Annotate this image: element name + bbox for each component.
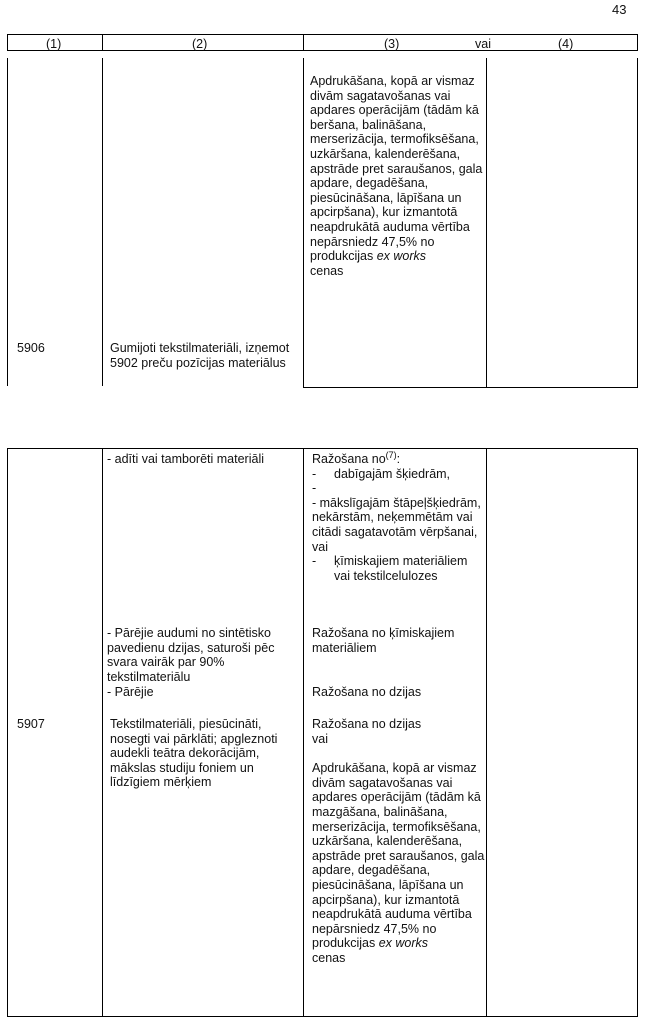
t2-r4-tail: cenas: [312, 950, 346, 965]
t2-r2-desc: - Pārējie audumi no sintētisko pavedienu dzijas, saturoši pēc svara vairāk par 90% tekstilmateriālu: [107, 626, 275, 684]
t1-col3-cell: [310, 74, 486, 278]
footnote-ref: (7): [385, 449, 397, 460]
t1-col3-text: Apdrukāšana, kopā ar vismaz divām sagatavošanas vai apdares operācijām (tādām kā beršana, balināšana, merserizācija, termofiksēšana, uzkāršana, kalenderēšana, apstrāde pret saraušanos, gala apdare, degadēšana, piesūcināšana, lāpīšana un apcirpšana), kur izmantotā neapdrukātā auduma vērtība nepārsniedz 47,5% no produkcijas: [310, 74, 483, 264]
t2-r4-rule1: Ražošana no dzijas: [312, 717, 422, 731]
t1-sep-3: [486, 58, 487, 387]
t2-r1-item2-dash: -: [312, 481, 317, 496]
header-col1: (1): [46, 37, 62, 51]
t1-col3-italic: ex works: [376, 249, 427, 264]
t1-sep-2: [303, 58, 304, 387]
t2-r1-lead: Ražošana no: [312, 452, 386, 466]
t1-row-desc: Gumijoti tekstilmateriāli, izņemot 5902 preču pozīcijas materiālus: [110, 341, 290, 370]
t2-r1-item4-dash: -: [312, 554, 317, 569]
t2-sep-3: [486, 448, 487, 1017]
t1-right-rule: [637, 58, 638, 387]
t2-r4-code: 5907: [17, 717, 45, 731]
t2-r2-rule: Ražošana no ķīmiskajiem materiāliem: [312, 626, 455, 655]
t2-r1-lead-line: [312, 449, 484, 467]
page-number: 43: [612, 2, 627, 17]
t2-r1-rule: [312, 449, 484, 583]
t2-r1-item3: - mākslīgajām štāpeļšķiedrām, nekārstām, neķemmētām vai citādi sagatavotām vērpšanai,: [312, 495, 481, 539]
t2-r4-text-block: [312, 761, 486, 965]
t2-r1-or: vai: [312, 539, 328, 554]
header-col2: (2): [192, 37, 208, 51]
t2-r3-desc: - Pārējie: [107, 685, 154, 699]
t2-r1-item1-text: dabīgajām šķiedrām,: [334, 466, 451, 481]
header-left-rule: [7, 34, 8, 51]
t2-r4-rule: [312, 717, 486, 966]
t2-sep-2: [303, 448, 304, 1017]
header-sep-1: [102, 34, 103, 51]
t2-left-rule: [7, 448, 8, 1017]
t2-sep-1: [102, 448, 103, 1017]
t2-r1-lead-end: :: [396, 452, 401, 466]
t2-r3-rule: Ražošana no dzijas: [312, 685, 422, 699]
t2-r4-or: vai: [312, 731, 328, 746]
t2-r4-spacer: [312, 746, 486, 761]
header-right-rule: [637, 34, 638, 51]
t2-r1-item4: [312, 554, 484, 583]
t2-r4-text: Apdrukāšana, kopā ar vismaz divām sagatavošanas vai apdares operācijām (tādām kā mazgāšana, balināšana, merserizācija, termofiksēšana, uzkāršana, kalenderēšana, apstrāde pret saraušanos, gala apdare, degadēšana, piesūcināšana, lāpīšana un apcirpšana), kur izmantotā neapdrukātā auduma vērtība nepārsniedz 47,5% no produkcijas: [312, 761, 485, 951]
t2-r1-desc: - adīti vai tamborēti materiāli: [107, 452, 265, 466]
t2-r4-desc: Tekstilmateriāli, piesūcināti, nosegti vai pārklāti; apgleznoti audekli teātra dekorācijām, mākslas studiju foniem un līdzīgiem mērķiem: [110, 717, 278, 790]
t2-r1-item4-text: ķīmiskajiem materiāliem vai tekstilcelulozes: [334, 554, 468, 583]
t2-r1-item1-dash: -: [312, 466, 317, 481]
header-col3: (3): [384, 37, 400, 51]
t2-r4-italic: ex works: [378, 936, 429, 951]
t1-col3-tail: cenas: [310, 263, 344, 278]
t1-sep-1: [102, 58, 103, 386]
t1-row-code: 5906: [17, 341, 45, 355]
t2-r1-item1: [312, 467, 484, 482]
t2-right-rule: [637, 448, 638, 1017]
header-col4: (4): [558, 37, 574, 51]
t1-bottom-rule: [303, 387, 638, 388]
t1-left-rule: [7, 58, 8, 386]
header-col3-or: vai: [475, 37, 491, 51]
header-sep-2: [303, 34, 304, 51]
